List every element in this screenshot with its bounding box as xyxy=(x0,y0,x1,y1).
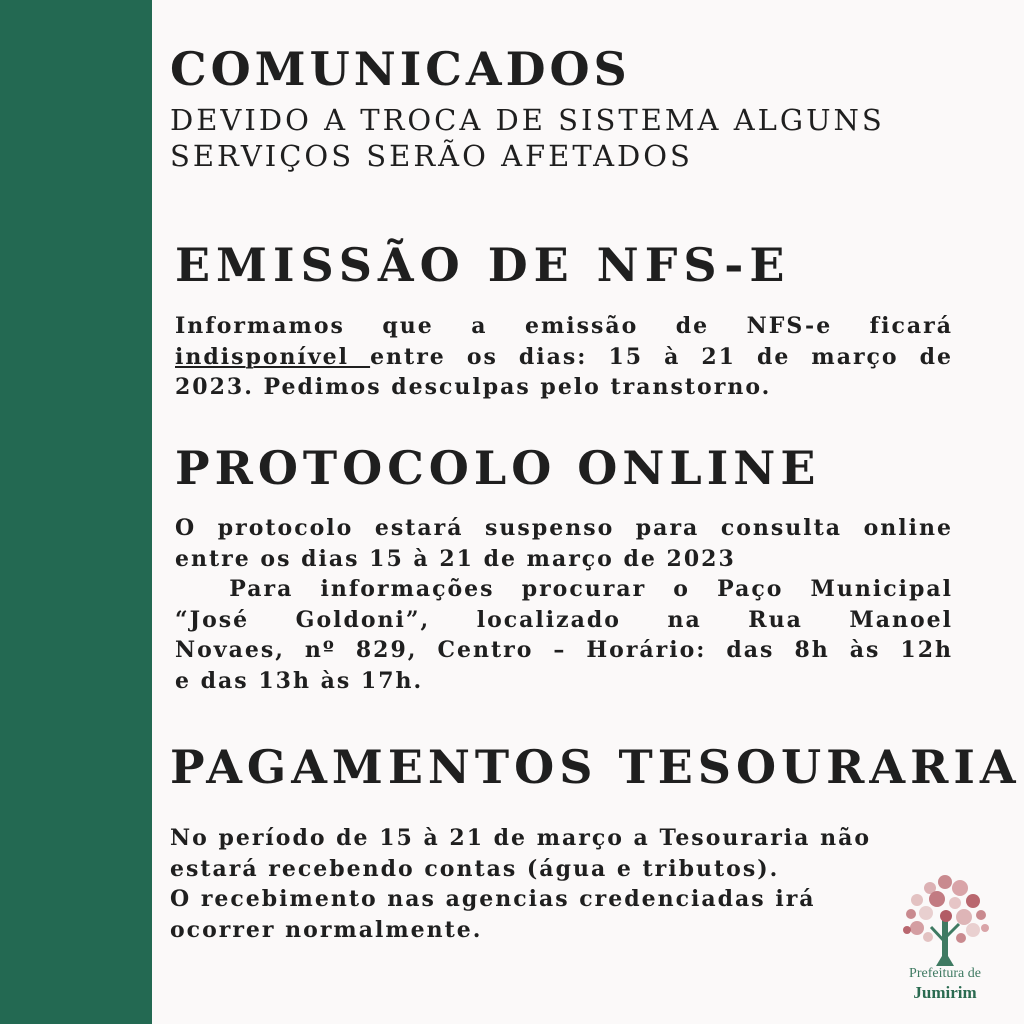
text-line: ocorrer normalmente. xyxy=(170,916,483,943)
section-text-tesouraria xyxy=(170,823,930,945)
section-title-protocolo: PROTOCOLO ONLINE xyxy=(175,441,821,495)
text-line: “José Goldoni”, localizado na Rua Manoel xyxy=(175,606,953,633)
text-line xyxy=(175,342,953,373)
page-title: COMUNICADOS xyxy=(170,42,631,96)
logo-text xyxy=(880,965,1010,1003)
text-fragment: entre os dias: 15 à 21 de março de xyxy=(370,343,954,370)
section-title-nfse: EMISSÃO DE NFS-E xyxy=(175,238,791,292)
text-line: O protocolo estará suspenso para consulta online xyxy=(175,515,953,541)
text-line: No período de 15 à 21 de março a Tesouraria não xyxy=(170,825,871,851)
page-subtitle xyxy=(170,102,885,174)
subtitle-line: DEVIDO A TROCA DE SISTEMA ALGUNS xyxy=(170,103,885,137)
section-title-tesouraria: PAGAMENTOS TESOURARIA xyxy=(170,740,1021,794)
text-line: entre os dias 15 à 21 de março de 2023 xyxy=(175,545,736,572)
logo-line1: Prefeitura de xyxy=(909,966,981,981)
text-line: estará recebendo contas (água e tributos). xyxy=(170,855,780,882)
text-line: Novaes, nº 829, Centro – Horário: das 8h às 12h xyxy=(175,637,953,663)
text-line: e das 13h às 17h. xyxy=(175,667,424,694)
text-line: Informamos que a emissão de NFS-e ficará xyxy=(175,313,953,339)
text-line: O recebimento nas agencias credenciadas irá xyxy=(170,886,816,912)
subtitle-line: SERVIÇOS SERÃO AFETADOS xyxy=(170,139,693,173)
logo-line2: Jumirim xyxy=(913,983,977,1002)
underlined-text: indisponível xyxy=(175,343,371,370)
text-line: 2023. Pedimos desculpas pelo transtorno. xyxy=(175,374,772,400)
text-line: Para informações procurar o Paço Municipal xyxy=(175,576,953,602)
section-text-nfse xyxy=(175,311,953,403)
section-text-protocolo xyxy=(175,513,953,696)
